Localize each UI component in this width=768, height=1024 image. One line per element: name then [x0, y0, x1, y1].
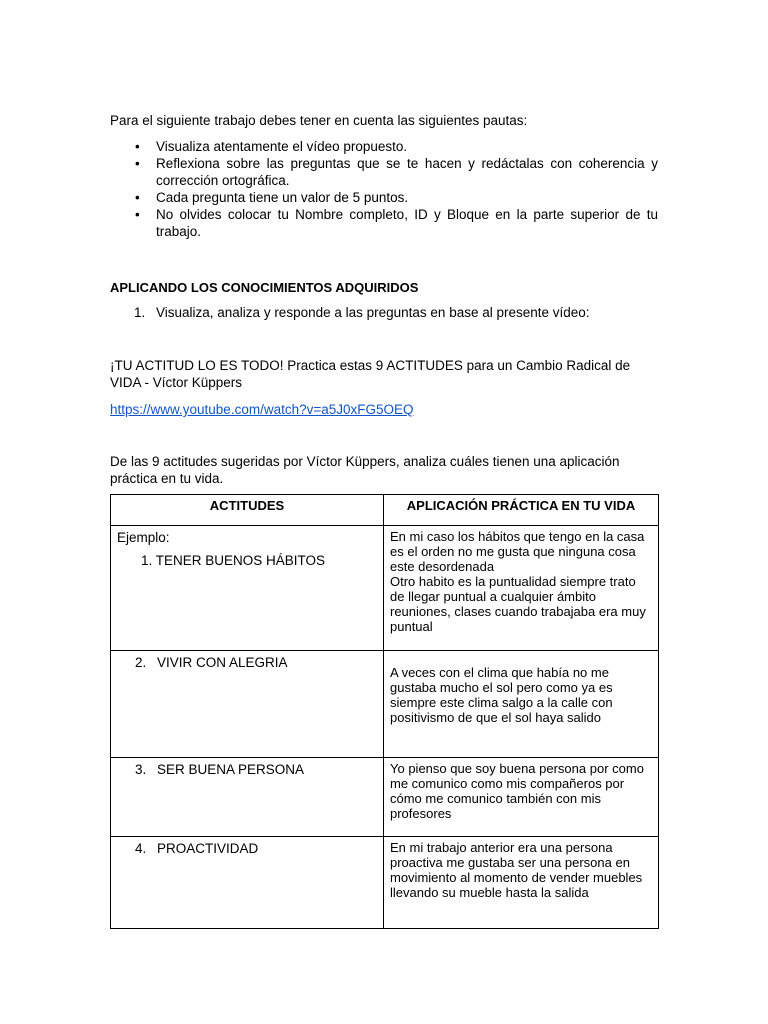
application-text: A veces con el clima que había no me gustaba mucho el sol pero como ya es siempre este clima salgo a la calle con positivismo de que el sol haya salido [390, 665, 613, 725]
analysis-prompt: De las 9 actitudes sugeridas por Víctor Küppers, analiza cuáles tienen una aplicación práctica en tu vida. [110, 454, 620, 486]
column-header-application: APLICACIÓN PRÁCTICA EN TU VIDA [384, 495, 659, 526]
application-text: En mi trabajo anterior era una persona proactiva me gustaba ser una persona en movimiento al momento de vender muebles llevando su mueble hasta la salida [390, 840, 643, 900]
attitude-name: VIVIR CON ALEGRIA [157, 655, 288, 670]
attitude-cell [111, 526, 384, 651]
application-text: Yo pienso que soy buena persona por como me comunico como mis compañeros por cómo me comunico también con mis profesores [390, 761, 644, 821]
table-header-row [111, 495, 659, 526]
attitude-name: PROACTIVIDAD [157, 841, 259, 856]
list-item: • Reflexiona sobre las preguntas que se te hacen y redáctalas con coherencia y corrección ortográfica. [135, 156, 658, 188]
list-item: • No olvides colocar tu Nombre completo, ID y Bloque en la parte superior de tu trabajo. [135, 207, 658, 239]
application-cell [384, 526, 659, 651]
application-text: En mi caso los hábitos que tengo en la casa es el orden no me gusta que ninguna cosa este desordenada Otro habito es la puntualidad siempre trato de llegar puntual a cualquier ámbito reuniones, clases cuando trabajaba era muy puntual [390, 529, 646, 634]
table-row [111, 651, 659, 758]
bullet-icon: • [135, 139, 140, 154]
example-label: Ejemplo: [117, 530, 170, 545]
attitude-cell [111, 837, 384, 929]
table-row [111, 526, 659, 651]
bullet-icon: • [135, 156, 140, 171]
numbered-item [134, 304, 590, 321]
attitude-cell [111, 758, 384, 837]
attitude-number: 1. [141, 553, 153, 568]
video-title: ¡TU ACTITUD LO ES TODO! Practica estas 9 ACTITUDES para un Cambio Radical de VIDA - Víctor Küppers [110, 358, 631, 390]
application-cell [384, 837, 659, 929]
table-row [111, 837, 659, 929]
bullet-icon: • [135, 190, 140, 205]
item-text: Visualiza, analiza y responde a las preguntas en base al presente vídeo: [156, 305, 590, 320]
section-heading: APLICANDO LOS CONOCIMIENTOS ADQUIRIDOS [110, 280, 419, 295]
attitude-cell [111, 651, 384, 758]
intro-text: Para el siguiente trabajo debes tener en cuenta las siguientes pautas: [110, 113, 528, 128]
attitude-number: 3. [135, 762, 147, 777]
guidelines-list [110, 138, 658, 240]
attitude-number: 4. [135, 841, 147, 856]
table-row [111, 758, 659, 837]
attitude-name: TENER BUENOS HÁBITOS [155, 553, 326, 568]
bullet-icon: • [135, 207, 140, 222]
video-link[interactable]: https://www.youtube.com/watch?v=a5J0xFG5OEQ [110, 402, 414, 417]
list-item: • Visualiza atentamente el vídeo propuesto. [135, 139, 408, 154]
list-item: • Cada pregunta tiene un valor de 5 puntos. [135, 190, 409, 205]
attitudes-table [110, 494, 659, 929]
attitude-number: 2. [135, 655, 147, 670]
video-link-paragraph [110, 401, 658, 418]
application-cell [384, 651, 659, 758]
column-header-attitudes: ACTITUDES [111, 495, 384, 526]
attitude-name: SER BUENA PERSONA [157, 762, 305, 777]
item-number: 1. [134, 305, 146, 320]
application-cell [384, 758, 659, 837]
